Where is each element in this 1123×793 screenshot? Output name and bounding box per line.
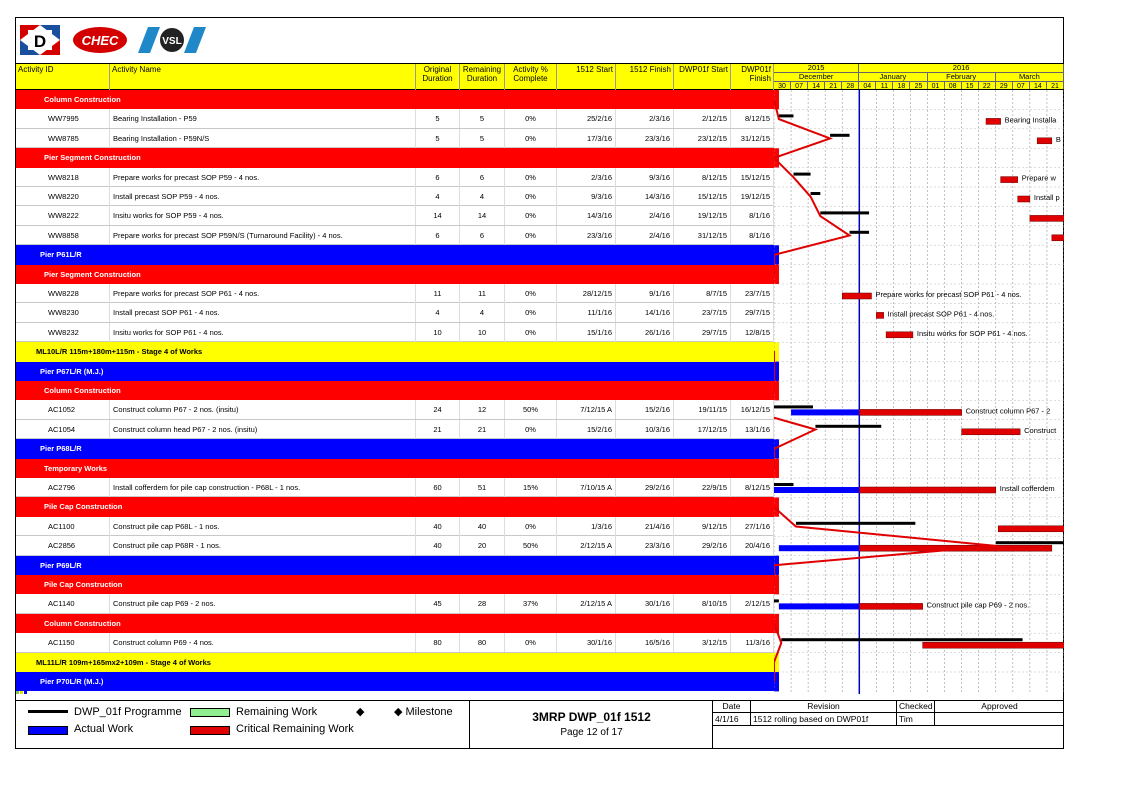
group-label: ML11L/R 109m+165mx2+109m - Stage 4 of Works bbox=[36, 657, 211, 667]
table-row[interactable] bbox=[16, 420, 774, 439]
finish-1512: 10/3/16 bbox=[616, 420, 674, 439]
activity-name: Construct pile cap P68R - 1 nos. bbox=[110, 536, 416, 555]
percent-complete: 0% bbox=[505, 109, 557, 128]
original-duration: 45 bbox=[416, 594, 460, 613]
finish-dwp: 16/12/15 bbox=[731, 400, 774, 419]
gantt-chart bbox=[774, 90, 1064, 694]
start-dwp: 22/9/15 bbox=[674, 478, 731, 497]
finish-1512: 2/4/16 bbox=[616, 226, 674, 245]
start-dwp: 29/7/15 bbox=[674, 323, 731, 342]
programme-bar bbox=[820, 211, 869, 214]
remaining-duration: 14 bbox=[460, 206, 505, 225]
finish-1512: 2/3/16 bbox=[616, 109, 674, 128]
activity-name: Install precast SOP P59 - 4 nos. bbox=[110, 187, 416, 206]
bar-label: Bearing Installa bbox=[1004, 115, 1057, 125]
percent-complete: 0% bbox=[505, 323, 557, 342]
legend-actual-swatch bbox=[28, 726, 68, 735]
legend-milestone-text: Milestone bbox=[405, 706, 453, 718]
actual-bar bbox=[779, 603, 859, 609]
legend-critical-label: Critical Remaining Work bbox=[236, 723, 354, 735]
finish-dwp: 27/1/16 bbox=[731, 517, 774, 536]
percent-complete: 15% bbox=[505, 478, 557, 497]
start-1512: 2/12/15 A bbox=[557, 594, 616, 613]
group-label: ML10L/R 115m+180m+115m - Stage 4 of Works bbox=[36, 347, 203, 357]
actual-bar bbox=[791, 409, 859, 415]
finish-1512: 21/4/16 bbox=[616, 517, 674, 536]
activity-name: Bearing Installation - P59 bbox=[110, 109, 416, 128]
table-row[interactable] bbox=[16, 109, 774, 128]
original-duration: 21 bbox=[416, 420, 460, 439]
remaining-duration: 20 bbox=[460, 536, 505, 555]
start-1512: 15/1/16 bbox=[557, 323, 616, 342]
remaining-duration: 4 bbox=[460, 187, 505, 206]
activity-name: Install precast SOP P61 - 4 nos. bbox=[110, 303, 416, 322]
activity-name: Prepare works for precast SOP P59N/S (Turnaround Facility) - 4 nos. bbox=[110, 226, 416, 245]
activity-id: WW8222 bbox=[44, 206, 110, 225]
activity-name: Construct column head P67 - 2 nos. (insitu) bbox=[110, 420, 416, 439]
timeline-day: 15 bbox=[962, 81, 979, 90]
critical-bar bbox=[859, 409, 961, 415]
start-dwp: 9/12/15 bbox=[674, 517, 731, 536]
activity-id: AC1150 bbox=[44, 633, 110, 652]
group-label: Pier P68L/R bbox=[40, 444, 82, 454]
group-row[interactable] bbox=[16, 362, 774, 381]
logo-d-text: D bbox=[33, 32, 47, 51]
programme-bar bbox=[774, 483, 793, 486]
finish-dwp: 29/7/15 bbox=[731, 303, 774, 322]
table-row[interactable] bbox=[16, 323, 774, 342]
timeline-header bbox=[774, 63, 1064, 90]
legend-programme-swatch bbox=[28, 710, 68, 713]
remaining-duration: 5 bbox=[460, 109, 505, 128]
timeline-day: 21 bbox=[1047, 81, 1064, 90]
programme-bar bbox=[850, 231, 869, 234]
original-duration: 24 bbox=[416, 400, 460, 419]
col-header-1512-start[interactable]: 1512 Start bbox=[557, 64, 616, 90]
activity-name: Prepare works for precast SOP P61 - 4 nos. bbox=[110, 284, 416, 303]
start-dwp: 19/11/15 bbox=[674, 400, 731, 419]
table-row[interactable] bbox=[16, 633, 774, 652]
start-dwp: 17/12/15 bbox=[674, 420, 731, 439]
critical-bar bbox=[1018, 196, 1030, 202]
activity-id: AC1054 bbox=[44, 420, 110, 439]
legend-programme-label: DWP_01f Programme bbox=[74, 706, 182, 718]
activity-id: WW8220 bbox=[44, 187, 110, 206]
bar-label: Construct bbox=[1024, 425, 1057, 435]
activity-name: Install cofferdem for pile cap construction - P68L - 1 nos. bbox=[110, 478, 416, 497]
timeline-day: 29 bbox=[996, 81, 1013, 90]
revision-text: 1512 rolling based on DWP01f bbox=[751, 713, 897, 726]
original-duration: 40 bbox=[416, 517, 460, 536]
start-1512: 23/3/16 bbox=[557, 226, 616, 245]
programme-bar bbox=[793, 173, 810, 176]
table-header bbox=[16, 63, 774, 90]
activity-name: Insitu works for SOP P59 - 4 nos. bbox=[110, 206, 416, 225]
timeline-day: 14 bbox=[1030, 81, 1047, 90]
group-row[interactable] bbox=[16, 265, 774, 284]
title-block-page: Page 12 of 17 bbox=[560, 727, 623, 738]
finish-1512: 23/3/16 bbox=[616, 129, 674, 148]
finish-1512: 26/1/16 bbox=[616, 323, 674, 342]
remaining-duration: 51 bbox=[460, 478, 505, 497]
activity-name: Prepare works for precast SOP P59 - 4 nos. bbox=[110, 168, 416, 187]
logo-chec-text: CHEC bbox=[81, 33, 119, 48]
programme-bar bbox=[779, 114, 794, 117]
critical-bar bbox=[1037, 138, 1052, 144]
activity-name: Bearing Installation - P59N/S bbox=[110, 129, 416, 148]
programme-bar bbox=[996, 541, 1064, 544]
finish-1512: 9/3/16 bbox=[616, 168, 674, 187]
start-1512: 2/3/16 bbox=[557, 168, 616, 187]
bar-label: Install p bbox=[1033, 193, 1060, 202]
percent-complete: 0% bbox=[505, 168, 557, 187]
logo-vsl-text: VSL bbox=[162, 36, 182, 47]
logo-chec bbox=[72, 25, 128, 55]
critical-bar bbox=[1001, 177, 1018, 183]
critical-bar bbox=[842, 293, 871, 299]
legend-remaining-label: Remaining Work bbox=[236, 706, 318, 718]
gantt-svg bbox=[774, 90, 1064, 694]
table-row[interactable] bbox=[16, 594, 774, 613]
remaining-duration: 5 bbox=[460, 129, 505, 148]
group-row[interactable] bbox=[16, 439, 774, 458]
group-row[interactable] bbox=[16, 614, 774, 633]
finish-dwp: 13/1/16 bbox=[731, 420, 774, 439]
remaining-duration: 21 bbox=[460, 420, 505, 439]
activity-id: AC2856 bbox=[44, 536, 110, 555]
start-dwp: 8/10/15 bbox=[674, 594, 731, 613]
original-duration: 11 bbox=[416, 284, 460, 303]
start-dwp: 15/12/15 bbox=[674, 187, 731, 206]
finish-dwp: 8/1/16 bbox=[731, 206, 774, 225]
legend-critical-swatch bbox=[190, 726, 230, 735]
percent-complete: 50% bbox=[505, 536, 557, 555]
activity-id: AC2796 bbox=[44, 478, 110, 497]
original-duration: 80 bbox=[416, 633, 460, 652]
start-dwp: 8/12/15 bbox=[674, 168, 731, 187]
original-duration: 5 bbox=[416, 109, 460, 128]
finish-1512: 16/5/16 bbox=[616, 633, 674, 652]
revision-header-date: Date bbox=[713, 700, 751, 713]
finish-dwp: 2/12/15 bbox=[731, 594, 774, 613]
programme-bar bbox=[781, 638, 1022, 641]
finish-1512: 2/4/16 bbox=[616, 206, 674, 225]
group-row[interactable] bbox=[16, 245, 774, 264]
activity-name: Construct pile cap P68L - 1 nos. bbox=[110, 517, 416, 536]
activity-id: WW8858 bbox=[44, 226, 110, 245]
start-1512: 1/3/16 bbox=[557, 517, 616, 536]
revision-header-checked: Checked bbox=[897, 700, 935, 713]
percent-complete: 0% bbox=[505, 633, 557, 652]
timeline-day: 08 bbox=[945, 81, 962, 90]
activity-id: WW8218 bbox=[44, 168, 110, 187]
group-row[interactable] bbox=[16, 672, 774, 691]
start-dwp: 23/7/15 bbox=[674, 303, 731, 322]
finish-1512: 23/3/16 bbox=[616, 536, 674, 555]
original-duration: 6 bbox=[416, 168, 460, 187]
finish-dwp: 19/12/15 bbox=[731, 187, 774, 206]
original-duration: 60 bbox=[416, 478, 460, 497]
remaining-duration: 6 bbox=[460, 168, 505, 187]
group-label: Temporary Works bbox=[44, 463, 108, 473]
percent-complete: 0% bbox=[505, 206, 557, 225]
table-row[interactable] bbox=[16, 129, 774, 148]
revision-table bbox=[713, 700, 1064, 728]
critical-bar bbox=[1052, 235, 1064, 241]
timeline-month: December bbox=[774, 72, 859, 81]
col-header-dwp-finish[interactable]: DWP01f Finish bbox=[731, 64, 774, 90]
percent-complete: 0% bbox=[505, 303, 557, 322]
col-header-original-duration[interactable]: Original Duration bbox=[416, 64, 460, 90]
activity-id: WW8228 bbox=[44, 284, 110, 303]
table-row[interactable] bbox=[16, 303, 774, 322]
logo-d bbox=[20, 25, 60, 55]
finish-1512: 14/3/16 bbox=[616, 187, 674, 206]
col-header-activity-complete[interactable]: Activity % Complete bbox=[505, 64, 557, 90]
remaining-duration: 10 bbox=[460, 323, 505, 342]
finish-1512: 15/2/16 bbox=[616, 400, 674, 419]
original-duration: 4 bbox=[416, 303, 460, 322]
percent-complete: 0% bbox=[505, 284, 557, 303]
group-label: Pile Cap Construction bbox=[44, 502, 123, 512]
start-1512: 17/3/16 bbox=[557, 129, 616, 148]
percent-complete: 0% bbox=[505, 420, 557, 439]
group-row[interactable] bbox=[16, 575, 774, 594]
activity-name: Construct pile cap P69 - 2 nos. bbox=[110, 594, 416, 613]
percent-complete: 0% bbox=[505, 129, 557, 148]
activity-id: WW8232 bbox=[44, 323, 110, 342]
group-row[interactable] bbox=[16, 342, 774, 361]
original-duration: 14 bbox=[416, 206, 460, 225]
table-row[interactable] bbox=[16, 478, 774, 497]
group-label: Pier P69L/R bbox=[40, 560, 82, 570]
actual-bar bbox=[774, 487, 859, 493]
bar-label: Prepare works for precast SOP P61 - 4 nos. bbox=[875, 290, 1022, 299]
original-duration: 6 bbox=[416, 226, 460, 245]
timeline-day: 28 bbox=[842, 81, 859, 90]
group-label: Column Construction bbox=[44, 386, 121, 395]
group-label: Pier P61L/R bbox=[40, 250, 82, 260]
original-duration: 5 bbox=[416, 129, 460, 148]
critical-bar bbox=[859, 603, 922, 609]
start-1512: 9/3/16 bbox=[557, 187, 616, 206]
group-row[interactable] bbox=[16, 381, 774, 400]
start-1512: 28/12/15 bbox=[557, 284, 616, 303]
timeline-day: 21 bbox=[825, 81, 842, 90]
table-row[interactable] bbox=[16, 536, 774, 555]
timeline-day: 07 bbox=[791, 81, 808, 90]
activity-id: AC1052 bbox=[44, 400, 110, 419]
title-block bbox=[469, 700, 713, 748]
activity-id: WW8230 bbox=[44, 303, 110, 322]
actual-bar bbox=[779, 545, 859, 551]
remaining-duration: 11 bbox=[460, 284, 505, 303]
group-row[interactable] bbox=[16, 653, 774, 672]
percent-complete: 0% bbox=[505, 226, 557, 245]
finish-dwp: 12/8/15 bbox=[731, 323, 774, 342]
table-row[interactable] bbox=[16, 206, 774, 225]
col-header-1512-finish[interactable]: 1512 Finish bbox=[616, 64, 674, 90]
table-row[interactable] bbox=[16, 187, 774, 206]
programme-bar bbox=[815, 425, 881, 428]
original-duration: 4 bbox=[416, 187, 460, 206]
percent-complete: 0% bbox=[505, 187, 557, 206]
group-row[interactable] bbox=[16, 459, 774, 478]
finish-dwp: 8/12/15 bbox=[731, 109, 774, 128]
finish-dwp: 23/7/15 bbox=[731, 284, 774, 303]
bar-label: Insitu works for SOP P61 - 4 nos. bbox=[916, 328, 1028, 338]
revision-date: 4/1/16 bbox=[713, 713, 751, 726]
critical-bar bbox=[998, 526, 1064, 532]
bar-label: Install cofferdem bbox=[999, 484, 1055, 493]
finish-dwp: 31/12/15 bbox=[731, 129, 774, 148]
finish-1512: 29/2/16 bbox=[616, 478, 674, 497]
group-label: Column Construction bbox=[44, 95, 121, 104]
revision-header-approved: Approved bbox=[935, 700, 1064, 713]
legend-milestone-label: ◆ Milestone bbox=[394, 706, 453, 718]
original-duration: 10 bbox=[416, 323, 460, 342]
table-row[interactable] bbox=[16, 168, 774, 187]
programme-bar bbox=[774, 599, 779, 602]
start-dwp: 31/12/15 bbox=[674, 226, 731, 245]
start-1512: 30/1/16 bbox=[557, 633, 616, 652]
bar-label: B bbox=[1055, 134, 1061, 144]
finish-1512: 30/1/16 bbox=[616, 594, 674, 613]
start-1512: 25/2/16 bbox=[557, 109, 616, 128]
critical-bar bbox=[923, 642, 1064, 648]
programme-bar bbox=[830, 134, 849, 137]
start-dwp: 3/12/15 bbox=[674, 633, 731, 652]
bar-label: Construct pile cap P69 - 2 nos. bbox=[926, 600, 1030, 610]
percent-complete: 50% bbox=[505, 400, 557, 419]
legend-remaining-swatch bbox=[190, 708, 230, 717]
start-1512: 15/2/16 bbox=[557, 420, 616, 439]
activity-id: AC1100 bbox=[44, 517, 110, 536]
finish-dwp: 20/4/16 bbox=[731, 536, 774, 555]
activity-id: WW7995 bbox=[44, 109, 110, 128]
group-row[interactable] bbox=[16, 90, 774, 109]
group-label: Pier Segment Construction bbox=[44, 153, 141, 163]
col-header-remaining-duration[interactable]: Remaining Duration bbox=[460, 64, 505, 90]
start-dwp: 23/12/15 bbox=[674, 129, 731, 148]
finish-dwp: 11/3/16 bbox=[731, 633, 774, 652]
start-1512: 7/12/15 A bbox=[557, 400, 616, 419]
timeline-day: 25 bbox=[910, 81, 927, 90]
start-1512: 7/10/15 A bbox=[557, 478, 616, 497]
percent-complete: 37% bbox=[505, 594, 557, 613]
timeline-day: 07 bbox=[1013, 81, 1030, 90]
timeline-year: 2015 bbox=[774, 64, 859, 72]
group-label: Pier P70L/R (M.J.) bbox=[40, 677, 104, 686]
timeline-day: 18 bbox=[893, 81, 910, 90]
percent-complete: 0% bbox=[505, 517, 557, 536]
activity-id: WW8785 bbox=[44, 129, 110, 148]
finish-dwp: 8/12/15 bbox=[731, 478, 774, 497]
table-row[interactable] bbox=[16, 284, 774, 303]
revision-header-revision: Revision bbox=[751, 700, 897, 713]
activity-name: Construct column P67 - 2 nos. (insitu) bbox=[110, 400, 416, 419]
timeline-day: 01 bbox=[928, 81, 945, 90]
legend-actual-label: Actual Work bbox=[74, 723, 134, 735]
table-row[interactable] bbox=[16, 400, 774, 419]
finish-1512: 9/1/16 bbox=[616, 284, 674, 303]
timeline-day: 11 bbox=[876, 81, 893, 90]
critical-bar bbox=[962, 429, 1020, 435]
revision-approved bbox=[935, 713, 1064, 726]
revision-checked: Tim bbox=[897, 713, 935, 726]
critical-bar bbox=[859, 487, 995, 493]
table-row[interactable] bbox=[16, 517, 774, 536]
timeline-day: 04 bbox=[859, 81, 876, 90]
timeline-month: January bbox=[859, 72, 927, 81]
legend-milestone-diamond-icon: ◆ bbox=[356, 706, 365, 718]
timeline-month: March bbox=[996, 72, 1064, 81]
timeline-day: 14 bbox=[808, 81, 825, 90]
original-duration: 40 bbox=[416, 536, 460, 555]
start-1512: 14/3/16 bbox=[557, 206, 616, 225]
finish-1512: 14/1/16 bbox=[616, 303, 674, 322]
timeline-day: 30 bbox=[774, 81, 791, 90]
remaining-duration: 40 bbox=[460, 517, 505, 536]
group-label: Pier Segment Construction bbox=[44, 269, 141, 279]
remaining-duration: 6 bbox=[460, 226, 505, 245]
bar-label: Construct column P67 - 2 bbox=[965, 406, 1051, 416]
table-row[interactable] bbox=[16, 226, 774, 245]
start-dwp: 2/12/15 bbox=[674, 109, 731, 128]
critical-bar bbox=[986, 118, 1001, 124]
activity-name: Construct column P69 - 4 nos. bbox=[110, 633, 416, 652]
start-dwp: 19/12/15 bbox=[674, 206, 731, 225]
activity-id: AC1140 bbox=[44, 594, 110, 613]
col-header-activity-id[interactable]: Activity ID bbox=[16, 64, 110, 90]
start-1512: 2/12/15 A bbox=[557, 536, 616, 555]
activity-name: Insitu works for SOP P61 - 4 nos. bbox=[110, 323, 416, 342]
timeline-month: February bbox=[928, 72, 996, 81]
group-label: Pier P67L/R (M.J.) bbox=[40, 366, 104, 376]
logo-vsl bbox=[138, 25, 206, 55]
programme-bar bbox=[811, 192, 821, 195]
group-row[interactable] bbox=[16, 497, 774, 516]
programme-bar bbox=[796, 522, 915, 525]
group-label: Pile Cap Construction bbox=[44, 580, 123, 589]
bar-label: Prepare w bbox=[1021, 173, 1056, 183]
finish-dwp: 15/12/15 bbox=[731, 168, 774, 187]
remaining-duration: 12 bbox=[460, 400, 505, 419]
remaining-duration: 4 bbox=[460, 303, 505, 322]
start-dwp: 8/7/15 bbox=[674, 284, 731, 303]
start-1512: 11/1/16 bbox=[557, 303, 616, 322]
start-dwp: 29/2/16 bbox=[674, 536, 731, 555]
timeline-year: 2016 bbox=[859, 64, 1064, 72]
finish-dwp: 8/1/16 bbox=[731, 226, 774, 245]
remaining-duration: 80 bbox=[460, 633, 505, 652]
col-header-dwp-start[interactable]: DWP01f Start bbox=[674, 64, 731, 90]
critical-bar bbox=[1030, 215, 1064, 221]
critical-bar bbox=[876, 312, 883, 318]
remaining-duration: 28 bbox=[460, 594, 505, 613]
group-label: Column Construction bbox=[44, 618, 121, 628]
bar-label: Install precast SOP P61 - 4 nos. bbox=[887, 309, 995, 319]
timeline-day: 22 bbox=[979, 81, 996, 90]
group-row[interactable] bbox=[16, 556, 774, 575]
group-row[interactable] bbox=[16, 148, 774, 167]
col-header-activity-name[interactable]: Activity Name bbox=[110, 64, 416, 90]
title-block-title: 3MRP DWP_01f 1512 bbox=[532, 710, 651, 724]
critical-bar bbox=[886, 332, 913, 338]
footer bbox=[16, 700, 1064, 748]
programme-bar bbox=[774, 405, 813, 408]
